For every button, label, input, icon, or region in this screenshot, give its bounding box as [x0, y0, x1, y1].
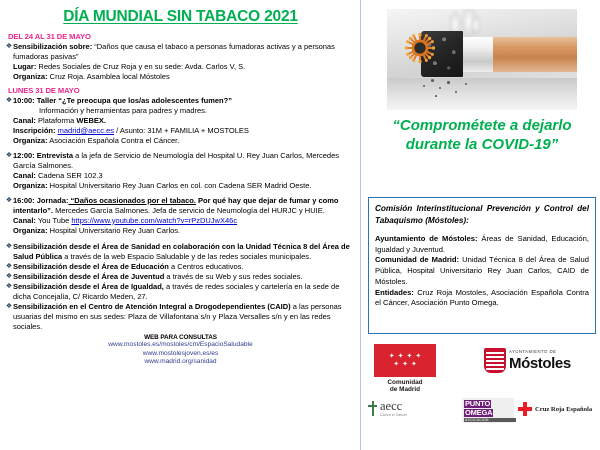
awareness-bold: Sensibilización desde el Área de Juventud: [13, 272, 165, 282]
diamond-bullet-icon: ❖: [5, 303, 13, 311]
star-icon: ✦: [397, 353, 404, 360]
entry-lead: 10:00: Taller “¿Te preocupa que los/as adolescentes fumen?”: [13, 95, 232, 105]
schedule-entry: [5, 196, 356, 216]
star-icon: ✦: [406, 353, 413, 360]
date-header-2: LUNES 31 DE MAYO: [8, 85, 80, 95]
image-floor: [387, 78, 577, 110]
awareness-text: [13, 302, 356, 332]
entry-detail-line: [13, 126, 356, 136]
detail-label: Inscripción:: [13, 125, 56, 135]
awareness-rest: a través de redes sociales y cartelería en la sede de dicha Concejalía, C/ Ricardo Meden, 27.: [13, 282, 340, 302]
ash-fleck-icon: [431, 79, 434, 82]
entry-rest: Por qué hay que dejar de fumar y como intentarlo”.: [13, 195, 339, 215]
entry-detail-line: [13, 62, 356, 72]
comision-row-label: Ayuntamiento de Móstoles:: [375, 233, 478, 243]
detail-label: Organiza:: [13, 135, 48, 145]
comision-row-label: Entidades:: [375, 287, 414, 297]
web-url[interactable]: www.madrid.org/sanidad: [144, 358, 217, 366]
awareness-item: [5, 272, 356, 282]
logo-comunidad-madrid-text: [374, 379, 436, 394]
logo-line-2: OMEGA: [465, 408, 493, 417]
entry-text: [13, 96, 356, 106]
awareness-item: [5, 302, 356, 332]
ash-fleck-icon: [435, 95, 437, 97]
diamond-bullet-icon: ❖: [5, 151, 13, 159]
entry-lead: 16:00: Jornada:: [13, 195, 69, 205]
awareness-list: [5, 242, 356, 332]
aecc-wordmark: [380, 400, 407, 417]
detail-text: Redes Sociales de Cruz Roja y en su sede: Avda. Carlos V, S.: [36, 61, 246, 71]
smoke-wisp-icon: [471, 15, 481, 35]
comision-box: [368, 197, 596, 334]
entry-text: [13, 42, 356, 62]
schedule-entry: [5, 96, 356, 106]
logo-line-1: PUNTO: [465, 399, 491, 408]
madrid-flag-icon: [374, 344, 436, 377]
detail-label: Canal:: [13, 215, 36, 225]
entry-tail: Mercedes García Salmones. Jefa de servicio de Neumología del HURJC y HUIE.: [53, 205, 325, 215]
comision-row-text: Cruz Roja Mostoles, Asociación Española Contra el Cáncer, Asociación Punto Omega.: [375, 287, 589, 308]
entry-note: Información y herramientas para padres y madres.: [39, 105, 207, 115]
comision-row: [375, 288, 589, 310]
logo-sub: Contra el Cáncer: [380, 412, 408, 417]
diamond-bullet-icon: ❖: [5, 43, 13, 50]
awareness-item: [5, 242, 356, 262]
star-icon: ✦: [402, 361, 408, 368]
detail-label: Lugar:: [13, 61, 37, 71]
logo-line-1: Comunidad: [387, 379, 423, 386]
entry-text: [13, 196, 356, 216]
ash-fleck-icon: [423, 85, 425, 87]
detail-text: Hospital Universitario Rey Juan Carlos.: [47, 225, 181, 235]
red-cross-icon: [518, 402, 532, 416]
entry-lead: 12:00: Entrevista: [13, 150, 74, 160]
ash-fleck-icon: [455, 91, 457, 93]
detail-text: / Asunto: 31M + FAMILIA + MOSTOLES: [114, 125, 249, 135]
diamond-bullet-icon: ❖: [5, 263, 13, 271]
awareness-text: [13, 272, 356, 282]
entry-detail-line: [13, 116, 356, 126]
logo-cruz-roja-espanola: [518, 402, 592, 416]
logo-strip: [364, 338, 600, 450]
web-url[interactable]: www.mostolesjoven.es/es: [142, 349, 219, 357]
entry-detail-line: [13, 226, 356, 236]
spacer: [375, 227, 589, 234]
awareness-text: [13, 262, 356, 272]
comision-row-text: Unidad Técnica 8 del Área de Salud Pública, Hospital Universitario Rey Juan Carlos, CAID de Móstoles.: [375, 255, 590, 286]
comision-row-text: Áreas de Sanidad, Educación, Igualdad y Juventud.: [375, 233, 589, 254]
awareness-item: [5, 282, 356, 302]
mostoles-shield-icon: [484, 348, 506, 373]
awareness-bold: Sensibilización desde el Área de Sanidad en colaboración con la Unidad Técnica 8 del Área de Salud Pública: [13, 242, 350, 262]
logo-word: aecc: [380, 399, 403, 413]
star-row-top: [389, 353, 422, 360]
detail-label: Canal:: [13, 115, 36, 125]
awareness-bold: Sensibilización desde el Área de Igualdad,: [13, 282, 164, 292]
detail-label: Canal:: [13, 170, 36, 180]
cigarette-covid-image: [387, 9, 577, 110]
detail-text: Cruz Roja. Asamblea local Móstoles: [47, 71, 170, 81]
diamond-bullet-icon: ❖: [5, 243, 13, 251]
logo-big-text: Móstoles: [509, 354, 571, 372]
star-icon: ✦: [393, 361, 400, 368]
logo-punto-omega: [462, 398, 516, 423]
diamond-bullet-icon: ❖: [5, 196, 13, 204]
logo-line-2: de Madrid: [389, 386, 421, 394]
comision-title: Comisión Interinstitucional Prevención y Control del Tabaquismo (Móstoles):: [375, 204, 589, 225]
date-header-1: DEL 24 AL 31 DE MAYO: [8, 32, 91, 41]
entry-rest: a la jefa de Servicio de Neumología del Hospital U. Rey Juan Carlos, Mercedes García Salmones.: [13, 150, 339, 170]
schedule-block-1: [5, 32, 356, 82]
entry-detail-line: [13, 72, 356, 82]
coronavirus-ember-icon: [405, 33, 435, 63]
awareness-rest: a Centros educativos.: [168, 262, 244, 272]
entry-lead: Sensibilización sobre:: [13, 42, 93, 51]
detail-text: Cadena SER 102.3: [35, 170, 103, 180]
detail-bold-tail: WEBEX.: [76, 115, 106, 125]
logo-ayuntamiento-mostoles: [484, 348, 596, 373]
entry-detail-line: [13, 171, 356, 181]
awareness-bold: Sensibilización en el Centro de Atención Integral a Drogodependientes (CAID): [13, 302, 291, 312]
web-consultas-heading: WEB PARA CONSULTAS: [144, 334, 217, 342]
cigarette-filter-body: [491, 37, 577, 72]
logo-aecc: [368, 400, 464, 417]
logo-comunidad-de-madrid: [374, 344, 436, 394]
awareness-bold: Sensibilización desde el Área de Educación: [13, 262, 169, 272]
diamond-bullet-icon: ❖: [5, 273, 13, 281]
campaign-quote: “Comprométete a dejarlo durante la COVID-19”: [392, 117, 572, 154]
detail-label: Organiza:: [13, 225, 48, 235]
comision-row: [375, 255, 589, 287]
aecc-cross-icon: [368, 401, 377, 416]
entry-text: [13, 151, 356, 171]
detail-text: Hospital Universitario Rey Juan Carlos en col. con Cadena SER Madrid Oeste.: [47, 180, 312, 190]
star-icon: ✦: [410, 361, 417, 368]
detail-label: Organiza:: [13, 71, 48, 81]
entry-detail-line: [13, 181, 356, 191]
punto-omega-box: [462, 398, 514, 423]
awareness-rest: a las personas usuarias del mismo en sus sedes: Plaza de Villafontana s/n y Plaza Versalles s/n y en las redes sociales.: [13, 302, 342, 332]
comision-row-label: Comunidad de Madrid:: [375, 255, 460, 265]
comision-row: [375, 234, 589, 256]
detail-text: Plataforma: [35, 115, 77, 125]
email-link[interactable]: madrid@aecc.es: [57, 125, 114, 135]
schedule-entry: [5, 42, 356, 62]
right-column: [364, 0, 600, 450]
star-row-bottom: [393, 361, 417, 368]
detail-text: You Tube: [35, 215, 72, 225]
awareness-rest: a través de la web Espacio Saludable y de las redes sociales municipales.: [62, 252, 312, 262]
page-title: DÍA MUNDIAL SIN TABACO 2021: [63, 8, 298, 25]
awareness-text: [13, 242, 356, 262]
ash-fleck-icon: [439, 87, 441, 89]
youtube-link[interactable]: https://www.youtube.com/watch?v=rPzDUJwX46c: [71, 215, 238, 225]
awareness-text: [13, 282, 356, 302]
mostoles-wordmark: [509, 350, 571, 370]
star-icon: ✦: [388, 353, 395, 360]
ash-fleck-icon: [447, 81, 450, 84]
entry-detail-line: [13, 136, 356, 146]
diamond-bullet-icon: ❖: [5, 283, 13, 291]
logo-text: Cruz Roja Española: [535, 405, 593, 413]
web-url[interactable]: www.mostoles.es/mostoles/cm/EspacioSaludable: [108, 341, 253, 349]
star-icon: ✦: [415, 353, 422, 360]
schedule-entry: [5, 151, 356, 171]
entry-rest: “Daños que causa el tabaco a personas fumadoras activas y a personas fumadoras pasivas”: [13, 42, 335, 61]
logo-line-3: ASOCIACIÓN: [464, 418, 516, 422]
cigarette-paper-band: [459, 37, 493, 72]
logo-small-text: AYUNTAMIENTO DE: [509, 349, 557, 355]
schedule-block-2: [5, 86, 356, 236]
entry-underlined: “Daños ocasionados por el tabaco.: [68, 195, 196, 205]
diamond-bullet-icon: ❖: [5, 96, 13, 104]
detail-label: Organiza:: [13, 180, 48, 190]
detail-text: Asociación Española Contra el Cáncer.: [47, 135, 180, 145]
awareness-item: [5, 262, 356, 272]
ash-fleck-icon: [465, 83, 467, 85]
awareness-rest: a través de su Web y sus redes sociales.: [164, 272, 303, 282]
entry-detail-line: [13, 216, 356, 226]
